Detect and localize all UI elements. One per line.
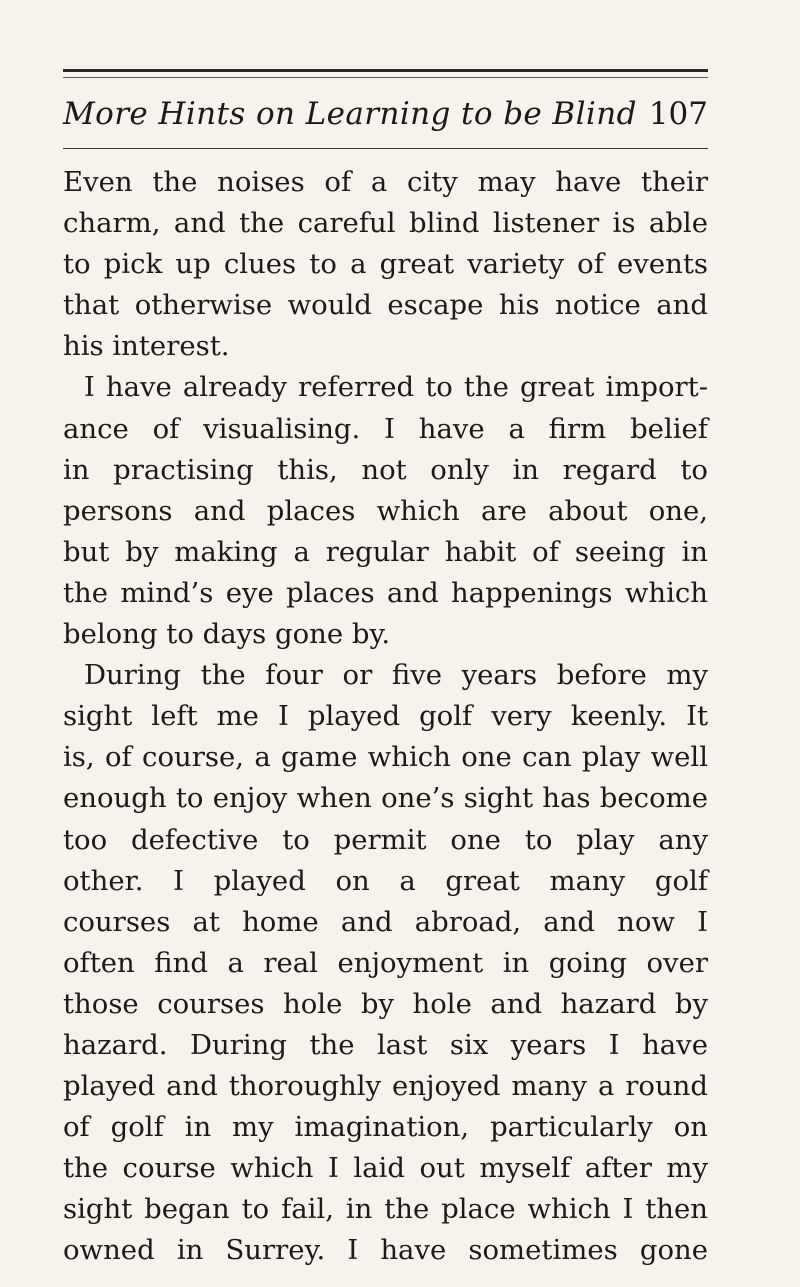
text-line: that otherwise would escape his notice and xyxy=(63,289,708,322)
text-line: often find a real enjoyment in going over xyxy=(63,946,708,979)
text-line: Even the noises of a city may have their xyxy=(63,166,708,198)
top-border-rule-thin xyxy=(63,77,708,78)
text-line: sight began to fail, in the place which I then xyxy=(63,1193,708,1226)
text-line: courses at home and abroad, and now I xyxy=(63,905,708,938)
text-line: is, of course, a game which one can play well xyxy=(63,741,708,774)
text-line: played and thoroughly enjoyed many a round xyxy=(63,1070,708,1103)
page-number: 107 xyxy=(648,96,708,132)
text-line: charm, and the careful blind listener is able xyxy=(63,207,708,240)
running-head xyxy=(63,96,708,142)
text-line: those courses hole by hole and hazard by xyxy=(63,987,708,1020)
text-line: to pick up clues to a great variety of events xyxy=(63,248,708,281)
text-line: in practising this, not only in regard to xyxy=(63,453,708,486)
text-line: the mind’s eye places and happenings which xyxy=(63,576,708,609)
text-line: persons and places which are about one, xyxy=(63,494,708,527)
running-title: More Hints on Learning to be Blind xyxy=(63,96,637,132)
text-line: sight left me I played golf very keenly. It xyxy=(63,700,708,733)
text-line: hazard. During the last six years I have xyxy=(63,1028,708,1061)
text-line: During the four or five years before my xyxy=(84,659,708,692)
text-line: enough to enjoy when one’s sight has become xyxy=(63,782,708,815)
text-line: of golf in my imagination, particularly on xyxy=(63,1111,708,1144)
text-line: other. I played on a great many golf xyxy=(63,864,708,897)
top-border-rule xyxy=(63,69,708,72)
text-line: belong to days gone by. xyxy=(63,618,391,651)
text-line: owned in Surrey. I have sometimes gone xyxy=(63,1234,708,1267)
text-line: but by making a regular habit of seeing in xyxy=(63,535,708,568)
header-rule xyxy=(63,148,708,149)
body-text xyxy=(63,162,708,1272)
text-line: I have already referred to the great import- xyxy=(84,371,708,404)
text-line: his interest. xyxy=(63,330,230,363)
text-line: too defective to permit one to play any xyxy=(63,823,708,856)
text-line: ance of visualising. I have a firm belief xyxy=(63,412,708,445)
text-line: the course which I laid out myself after my xyxy=(63,1152,708,1185)
